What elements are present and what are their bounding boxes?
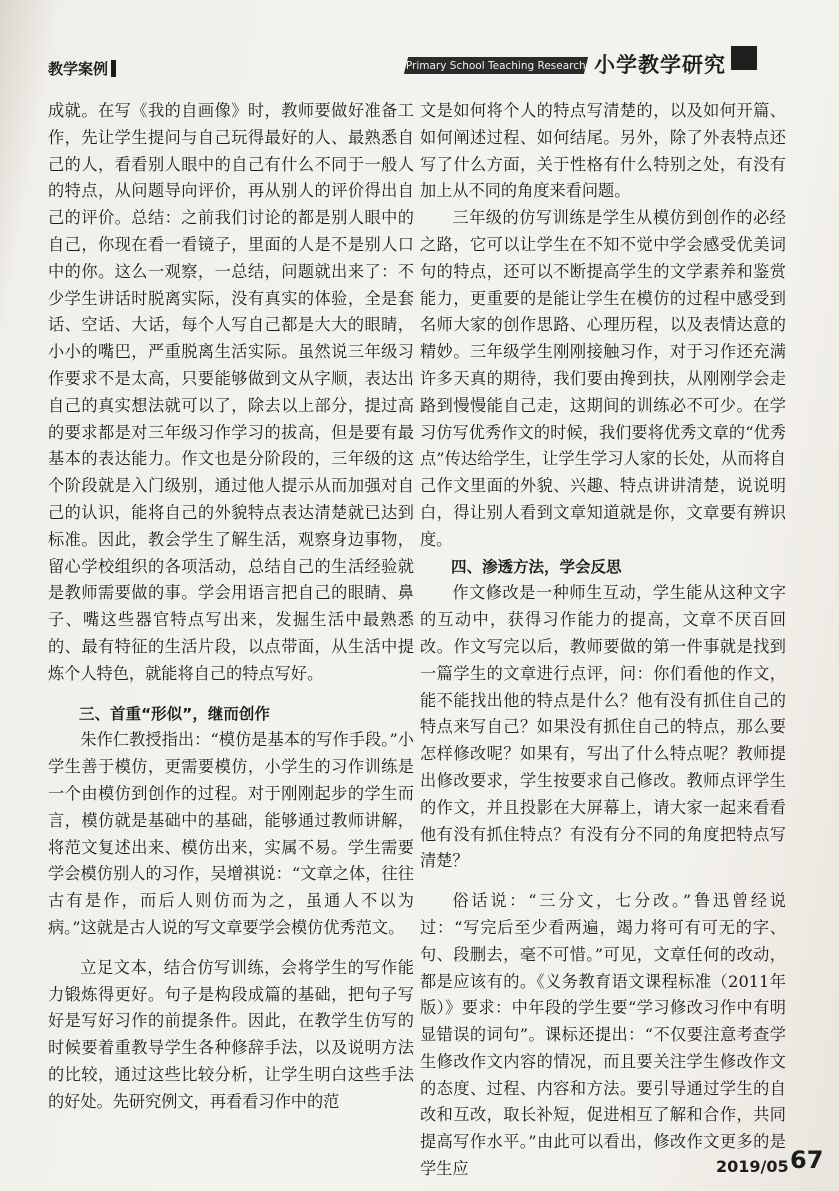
- page-number: 67: [790, 1146, 824, 1174]
- left-paragraph-1: 成就。在写《我的自画像》时，教师要做好准备工作，先让学生提问与自己玩得最好的人、最熟悉自己的人，看看别人眼中的自己有什么不同于一般人的特点，从问题导向评价，再从别人的评价得出自己的评价。总结：之前我们讨论的都是别人眼中的自己，你现在看一看镜子，里面的人是不是别人口中的你。这么一观察，一总结，问题就出来了：不少学生讲话时脱离实际，没有真实的体验，全是套话、空话、大话，每个人写自己都是大大的眼睛，小小的嘴巴，严重脱离生活实际。虽然说三年级习作要求不是太高，只要能够做到文从字顺，表达出自己的真实想法就可以了，除去以上部分，提过高的要求都是对三年级习作学习的拔高，但是要有最基本的表达能力。作文也是分阶段的，三年级的这个阶段就是入门级别，通过他人提示从而加强对自己的认识，能将自己的外貌特点表达清楚就已达到标准。因此，教会学生了解生活，观察身边事物，留心学校组织的各项活动，总结自己的生活经验就是教师需要做的事。学会用语言把自己的眼睛、鼻子、嘴这些器官特点写出来，发掘生活中最熟悉的、最有特征的生活片段，以点带面，从生活中提炼个人特色，就能将自己的特点写好。: [48, 101, 414, 683]
- section-heading-4: 四、渗透方法，学会反思: [451, 557, 622, 576]
- right-paragraph-4: 俗话说：“三分文，七分改。”鲁迅曾经说过：“写完后至少看两遍，竭力将可有可无的字、句、段删去，毫不可惜。”可见，文章任何的改动，都是应该有的。《义务教育语文课程标准（2011年版）》要求：中年段的学生要“学习修改习作中有明显错误的词句”。课标还提出：“不仅要注意考查学生修改作文内容的情况，而且要关注学生修改作文的态度、过程、内容和方法。要引导通过学生的自改和互改，取长补短，促进相互了解和合作，共同提高写作水平。”由此可以看出，修改作文更多的是学生应: [420, 891, 786, 1179]
- journal-chinese-title: 小学教学研究: [594, 52, 726, 77]
- section-label: [48, 58, 116, 79]
- right-paragraph-1: 文是如何将个人的特点写清楚的，以及如何开篇、如何阐述过程、如何结尾。另外，除了外表特点还写了什么方面，关于性格有什么特别之处，有没有加上从不同的角度来看问题。: [420, 101, 786, 201]
- section-label-bar: [111, 60, 116, 77]
- left-column: [48, 98, 414, 1115]
- right-column: [420, 98, 786, 1183]
- left-paragraph-3: 立足文本，结合仿写训练，会将学生的写作能力锻炼得更好。句子是构段成篇的基础，把句子写好是写好习作的前提条件。因此，在教学生仿写的时候要着重教导学生各种修辞手法，以及说明方法的比较，通过这些比较分析，让学生明白这些手法的好处。先研究例文，再看看习作中的范: [48, 957, 414, 1111]
- header-square-mark: [731, 46, 757, 70]
- right-paragraph-2: 三年级的仿写训练是学生从模仿到创作的必经之路，它可以让学生在不知不觉中学会感受优美词句的特点，还可以不断提高学生的文学素养和鉴赏能力，更重要的是能让学生在模仿的过程中感受到名师大家的创作思路、心理历程，以及表情达意的精妙。三年级学生刚刚接触习作，对于习作还充满许多天真的期待，我们要由搀到扶，从刚刚学会走路到慢慢能自己走，这期间的训练必不可少。在学习仿写优秀作文的时候，我们要将优秀文章的“优秀点”传达给学生，让学生学习人家的长处，从而将自己作文里面的外貌、兴趣、特点讲讲清楚，说说明白，得让别人看到文章知道就是你，文章要有辨识度。: [420, 208, 786, 549]
- issue-date: 2019/05: [716, 1157, 789, 1176]
- left-paragraph-2: 朱作仁教授指出：“模仿是基本的写作手段。”小学生善于模仿，更需要模仿，小学生的习作训练是一个由模仿到创作的过程。对于刚刚起步的学生而言，模仿就是基础中的基础，能够通过教师讲解，将范文复述出来、模仿出来，实属不易。学生需要学会模仿别人的习作，吴增祺说：“文章之体，往往古有是作，而后人则仿而为之，虽通人不以为病。”这就是古人说的写文章要学会模仿优秀范文。: [48, 730, 414, 937]
- journal-english-band: [404, 57, 588, 74]
- journal-english-title: Primary School Teaching Research: [406, 59, 586, 72]
- section-label-text: 教学案例: [48, 60, 109, 78]
- section-heading-3: 三、首重“形似”，继而创作: [79, 704, 270, 723]
- right-paragraph-3: 作文修改是一种师生互动，学生能从这种文字的互动中，获得习作能力的提高，文章不厌百回改。作文写完以后，教师要做的第一件事就是找到一篇学生的文章进行点评，问：你们看他的作文，能不能找出他的特点是什么？他有没有抓住自己的特点来写自己？如果没有抓住自己的特点，那么要怎样修改呢？如果有，写出了什么特点呢？教师提出修改要求，学生按要求自己修改。教师点评学生的作文，并且投影在大屏幕上，请大家一起来看看他有没有抓住特点？有没有分不同的角度把特点写清楚？: [420, 583, 786, 871]
